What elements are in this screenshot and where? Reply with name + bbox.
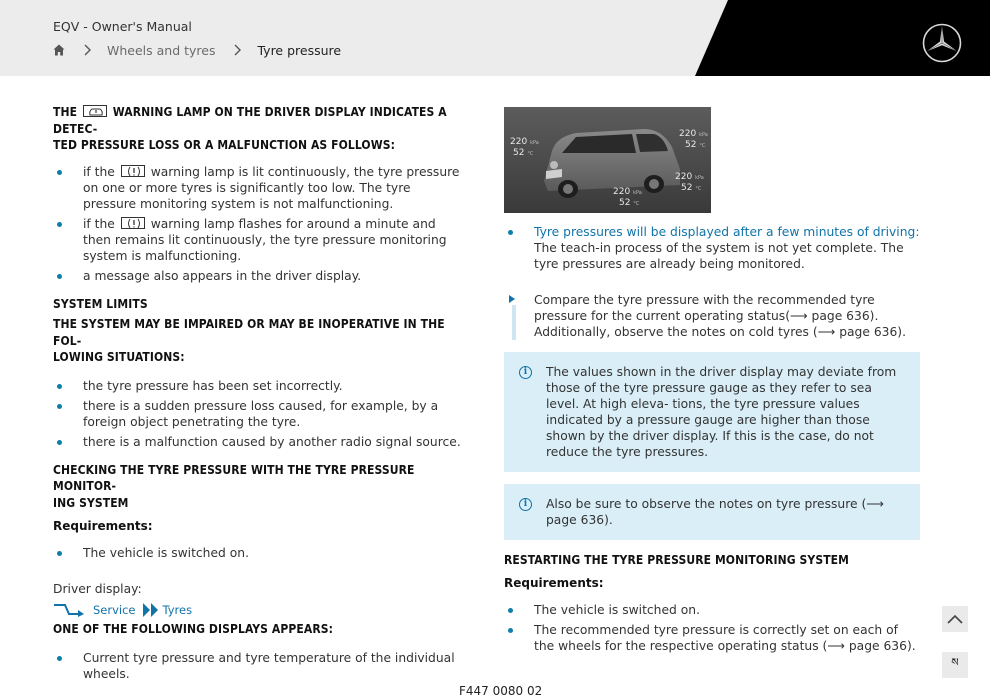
bullet-icon bbox=[508, 628, 513, 633]
warning-lamp-list bbox=[53, 164, 465, 284]
list-item: a message also appears in the driver display. bbox=[53, 268, 465, 284]
scroll-to-top-button[interactable] bbox=[942, 606, 968, 632]
right-column bbox=[504, 107, 920, 658]
info-icon: i bbox=[519, 366, 532, 379]
bullet-icon bbox=[508, 230, 513, 235]
tyre-pressure-display-image bbox=[504, 107, 711, 213]
front-left-pressure: 220 kPa 52 °C bbox=[510, 137, 539, 158]
displays-list bbox=[53, 650, 465, 682]
menu-service[interactable]: Service bbox=[93, 603, 136, 617]
restart-requirements-list bbox=[504, 602, 920, 654]
info-box-tyre-notes: i Also be sure to observe the notes on tyre pressure (⟶ page 636). bbox=[504, 484, 920, 540]
image-code: F447 0080 02 bbox=[459, 684, 543, 698]
restarting-heading: RESTARTING THE TYRE PRESSURE MONITORING SYSTEM bbox=[504, 553, 849, 567]
breadcrumb-link-wheels[interactable]: Wheels and tyres bbox=[107, 42, 216, 58]
list-item: Current tyre pressure and tyre temperature of the individual wheels. bbox=[53, 650, 465, 682]
page-glyph-icon: ས bbox=[951, 655, 959, 669]
system-limits-list bbox=[53, 378, 465, 450]
info-icon: i bbox=[519, 498, 532, 511]
list-item: Tyre pressures will be displayed after a few minutes of driving: The teach-in process of the system is not yet complete. The tyre pressures are already being monitored. bbox=[504, 224, 920, 272]
list-item: The vehicle is switched on. bbox=[53, 545, 465, 561]
tpms-lamp-icon bbox=[121, 165, 145, 177]
displays-heading: ONE OF THE FOLLOWING DISPLAYS APPEARS: bbox=[53, 622, 334, 636]
bullet-icon bbox=[508, 608, 513, 613]
system-limits-subheading: THE SYSTEM MAY BE IMPAIRED OR MAY BE INOPERATIVE IN THE FOL- LOWING SITUATIONS: bbox=[53, 317, 445, 364]
bullet-icon bbox=[57, 274, 62, 279]
checking-requirements-list bbox=[53, 545, 465, 561]
bullet-icon bbox=[57, 551, 62, 556]
front-right-pressure: 220 kPa 52 °C bbox=[679, 129, 708, 150]
warning-lamp-heading: THE WARNING LAMP ON THE DRIVER DISPLAY INDICATES A DETEC- TED PRESSURE LOSS OR A MALFUNCTION AS FOLLOWS: bbox=[53, 105, 447, 152]
callout-marker-icon bbox=[509, 295, 517, 340]
rear-right-pressure: 220 kPa 52 °C bbox=[675, 172, 704, 193]
info-box-sea-level: i The values shown in the driver display may deviate from those of the tyre pressure gauge as they refer to sea level. At high eleva- tions, the tyre pressure values indicated by a pressure gauge are higher than those shown by the driver display. If this is the case, do not reduce the tyre pressures. bbox=[504, 352, 920, 472]
home-icon[interactable] bbox=[53, 44, 65, 56]
list-item: if the warning lamp is lit continuously, the tyre pressure on one or more tyres is significantly too low. The tyre pressure monitoring system is not malfunctioning. bbox=[53, 164, 465, 212]
breadcrumb-current: Tyre pressure bbox=[257, 42, 342, 58]
chevron-right-icon bbox=[80, 44, 96, 56]
menu-entry-arrow-icon bbox=[53, 603, 85, 617]
bullet-icon bbox=[57, 440, 62, 445]
breadcrumb bbox=[53, 42, 341, 58]
bullet-icon bbox=[57, 384, 62, 389]
mercedes-star-logo[interactable] bbox=[922, 23, 962, 63]
teach-in-link[interactable]: Tyre pressures will be displayed after a few minutes of driving: bbox=[534, 225, 920, 239]
compare-callout: Compare the tyre pressure with the recommended tyre pressure for the current operating status(⟶ page 636). Additionally, observe the notes on cold tyres (⟶ page 636). bbox=[504, 292, 920, 340]
system-limits-heading: SYSTEM LIMITS bbox=[53, 296, 148, 311]
chevron-right-icon bbox=[230, 44, 246, 56]
list-item: the tyre pressure has been set incorrectly. bbox=[53, 378, 465, 394]
menu-tyres[interactable]: Tyres bbox=[162, 603, 193, 617]
list-item: The vehicle is switched on. bbox=[504, 602, 920, 618]
van-illustration bbox=[504, 107, 711, 213]
manual-title: EQV - Owner's Manual bbox=[53, 19, 192, 34]
chevron-up-icon bbox=[947, 614, 963, 624]
requirements-label: Requirements: bbox=[504, 575, 604, 590]
teach-in-list bbox=[504, 224, 920, 272]
bullet-icon bbox=[57, 404, 62, 409]
checking-heading: CHECKING THE TYRE PRESSURE WITH THE TYRE PRESSURE MONITOR- ING SYSTEM bbox=[53, 462, 415, 510]
driver-display-label: Driver display: bbox=[53, 582, 142, 596]
tpms-lamp-icon bbox=[121, 217, 145, 229]
double-chevron-icon bbox=[143, 603, 159, 617]
bullet-icon bbox=[57, 170, 62, 175]
list-item: if the warning lamp flashes for around a minute and then remains lit continuously, the tyre pressure monitoring system is malfunctioning. bbox=[53, 216, 465, 264]
tyre-warning-lamp-icon bbox=[83, 105, 107, 117]
rear-left-pressure: 220 kPa 52 °C bbox=[613, 187, 642, 208]
list-item: there is a malfunction caused by another radio signal source. bbox=[53, 434, 465, 450]
left-column bbox=[53, 104, 465, 686]
list-item: The recommended tyre pressure is correctly set on each of the wheels for the respective operating status (⟶ page 636). bbox=[504, 622, 920, 654]
bullet-icon bbox=[57, 222, 62, 227]
menu-path bbox=[53, 603, 465, 617]
list-item: there is a sudden pressure loss caused, for example, by a foreign object penetrating the tyre. bbox=[53, 398, 465, 430]
page-options-button[interactable] bbox=[942, 652, 968, 678]
requirements-label: Requirements: bbox=[53, 519, 153, 533]
bullet-icon bbox=[57, 656, 62, 661]
